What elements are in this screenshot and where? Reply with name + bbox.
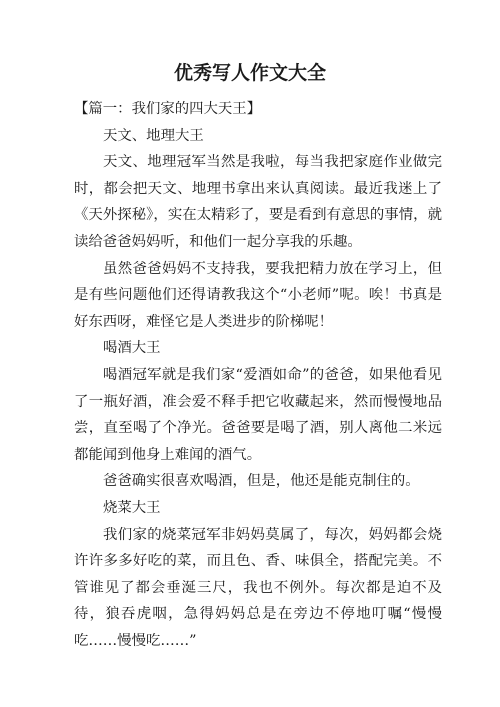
paragraph: 天文、地理冠军当然是我啦，每当我把家庭作业做完时，都会把天文、地理书拿出来认真阅读。最近我迷上了《天外探秘》，实在太精彩了，要是看到有意思的事情，就读给爸爸妈妈听，和他们一起分享我的乐趣。: [74, 154, 442, 250]
paragraph: 我们家的烧菜冠军非妈妈莫属了，每次，妈妈都会烧许许多多好吃的菜，而且色、香、味俱全，搭配完美。不管谁见了都会垂涎三尺，我也不例外。每次都是迫不及待，狼吞虎咽，急得妈妈总是在旁边不停地叮嘱“慢慢吃……慢慢吃……”: [74, 526, 442, 649]
document-body: [74, 96, 442, 654]
document-title: 优秀写人作文大全: [173, 62, 326, 84]
paragraph: 虽然爸爸妈妈不支持我，要我把精力放在学习上，但是有些问题他们还得请教我这个“小老师”呢。唉！书真是好东西呀，难怪它是人类进步的阶梯呢！: [74, 260, 442, 330]
section-subheading: 天文、地理大王: [103, 127, 204, 144]
chapter-heading: 【篇一：我们家的四大天王】: [74, 101, 262, 117]
section-subheading: 喝酒大王: [103, 340, 161, 357]
paragraph: 爸爸确实很喜欢喝酒，但是，他还是能克制住的。: [103, 473, 420, 490]
section-subheading: 烧菜大王: [103, 499, 161, 516]
paragraph: 喝酒冠军就是我们家“爱酒如命”的爸爸，如果他看见了一瓶好酒，准会爱不释手把它收藏起来，然而慢慢地品尝，直至喝了个净光。爸爸要是喝了酒，别人离他二米远都能闻到他身上难闻的酒气。: [74, 366, 442, 463]
